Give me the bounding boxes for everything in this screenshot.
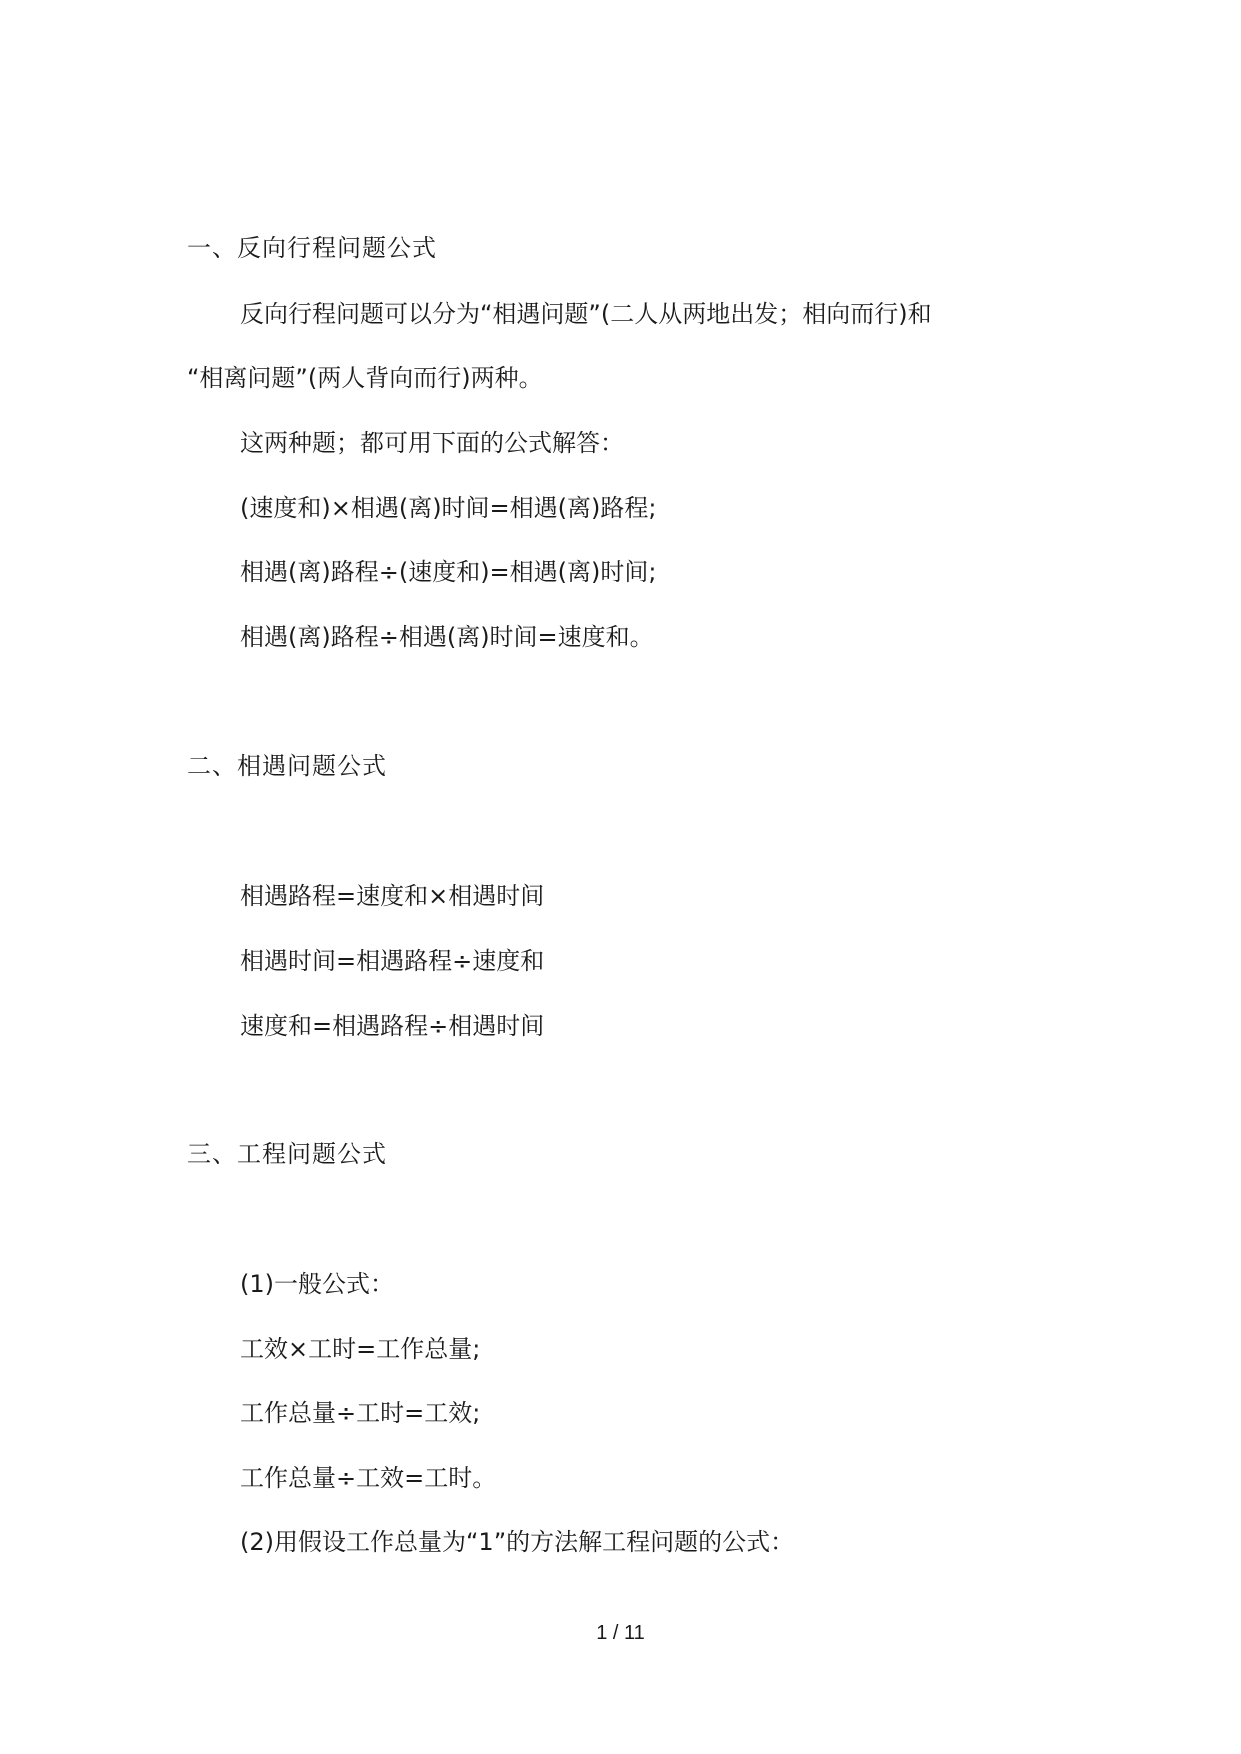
formula-line: 工效×工时=工作总量;: [240, 1335, 481, 1363]
page-number: 1 / 11: [596, 1622, 645, 1644]
paragraph-line: 反向行程问题可以分为“相遇问题”(二人从两地出发；相向而行)和: [240, 300, 932, 328]
subsection-label: (2)用假设工作总量为“1”的方法解工程问题的公式：: [240, 1528, 795, 1556]
formula-line: 相遇(离)路程÷(速度和)=相遇(离)时间;: [240, 558, 657, 586]
section-heading-1: 一、反向行程问题公式: [187, 234, 437, 262]
paragraph-line: 这两种题；都可用下面的公式解答：: [240, 429, 624, 457]
subsection-label: (1)一般公式：: [240, 1270, 394, 1298]
formula-line: 工作总量÷工效=工时。: [240, 1464, 497, 1492]
formula-line: 相遇路程=速度和×相遇时间: [240, 882, 545, 910]
section-heading-2: 二、相遇问题公式: [187, 752, 387, 780]
section-heading-3: 三、工程问题公式: [187, 1140, 387, 1168]
paragraph-line: “相离问题”(两人背向而行)两种。: [187, 364, 543, 392]
formula-line: 相遇时间=相遇路程÷速度和: [240, 947, 545, 975]
formula-line: (速度和)×相遇(离)时间=相遇(离)路程;: [240, 494, 657, 522]
formula-line: 相遇(离)路程÷相遇(离)时间=速度和。: [240, 623, 654, 651]
formula-line: 速度和=相遇路程÷相遇时间: [240, 1012, 545, 1040]
formula-line: 工作总量÷工时=工效;: [240, 1399, 481, 1427]
